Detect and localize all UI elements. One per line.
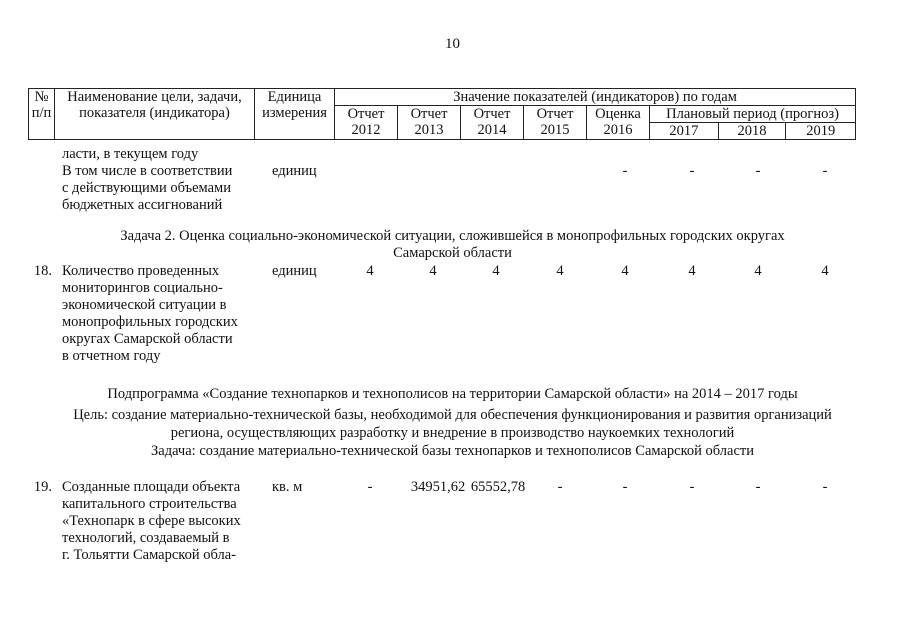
task2-heading-line2: Самарской области <box>393 245 512 261</box>
header-year-2013: Отчет 2013 <box>398 106 461 140</box>
row-18-value-2012: 4 <box>366 263 374 279</box>
header-year-2017: 2017 <box>650 123 719 139</box>
row-19-name: Созданные площади объекта капитального строительства «Технопарк в сфере высоких технологий, создаваемый в г. Тольятти Самарской обла- <box>62 479 241 563</box>
row-continuation-value-2018: - <box>755 163 761 179</box>
header-year-2012: Отчет 2012 <box>335 106 398 140</box>
table-header <box>28 88 856 140</box>
row-19-unit: кв. м <box>272 479 303 495</box>
subprogram-goal-line1: Цель: создание материально-технической базы, необходимой для обеспечения функционирования и развития организаций <box>73 407 832 423</box>
header-col-name: Наименование цели, задачи, показателя (индикатора) <box>55 89 255 140</box>
row-continuation-value-2019: - <box>822 163 828 179</box>
header-values-group: Значение показателей (индикаторов) по годам <box>335 89 856 106</box>
subprogram-goal-line2: региона, осуществляющих разработку и внедрение в производство наукоемких технологий <box>170 425 735 441</box>
row-continuation-value-2016: - <box>622 163 628 179</box>
header-year-2016: Оценка 2016 <box>587 106 650 140</box>
row-18-value-2015: 4 <box>556 263 564 279</box>
row-continuation-name: ласти, в текущем году В том числе в соответствии с действующими объемами бюджетных ассигнований <box>62 146 233 213</box>
header-year-2019: 2019 <box>806 123 836 139</box>
row-19-value-2018: - <box>755 479 761 495</box>
row-18-value-2016: 4 <box>621 263 629 279</box>
row-continuation-unit: единиц <box>272 163 317 179</box>
row-18-value-2019: 4 <box>821 263 829 279</box>
page-number: 10 <box>445 36 460 52</box>
row-continuation-value-2017: - <box>689 163 695 179</box>
header-col-unit: Единица измерения <box>255 89 335 140</box>
row-19-number: 19. <box>33 479 52 495</box>
header-year-2014: Отчет 2014 <box>461 106 524 140</box>
row-19-value-2013: 34951,62 <box>410 479 466 495</box>
subprogram-task: Задача: создание материально-технической базы технопарков и технополисов Самарской области <box>151 443 754 459</box>
row-18-name: Количество проведенных мониторингов социально- экономической ситуации в монопрофильных городских округах Самарской области в отчетном году <box>62 263 238 364</box>
header-planned-period: Плановый период (прогноз) 2017 2018 2019 <box>650 106 856 140</box>
row-19-value-2019: - <box>822 479 828 495</box>
row-18-number: 18. <box>33 263 52 279</box>
header-year-2018: 2018 <box>719 123 787 139</box>
row-18-value-2018: 4 <box>754 263 762 279</box>
row-19-value-2015: - <box>557 479 563 495</box>
subprogram-title: Подпрограмма «Создание технопарков и технополисов на территории Самарской области» на 2014 – 2017 годы <box>107 386 798 402</box>
task2-heading-line1: Задача 2. Оценка социально-экономической ситуации, сложившейся в монопрофильных городских округах <box>120 228 785 244</box>
row-18-value-2013: 4 <box>429 263 437 279</box>
row-18-unit: единиц <box>272 263 317 279</box>
row-18-value-2017: 4 <box>688 263 696 279</box>
row-19-value-2012: - <box>367 479 373 495</box>
header-col-number: № п/п <box>29 89 55 140</box>
row-18-value-2014: 4 <box>492 263 500 279</box>
header-year-2015: Отчет 2015 <box>524 106 587 140</box>
row-19-value-2016: - <box>622 479 628 495</box>
row-19-value-2017: - <box>689 479 695 495</box>
row-19-value-2014: 65552,78 <box>470 479 526 495</box>
